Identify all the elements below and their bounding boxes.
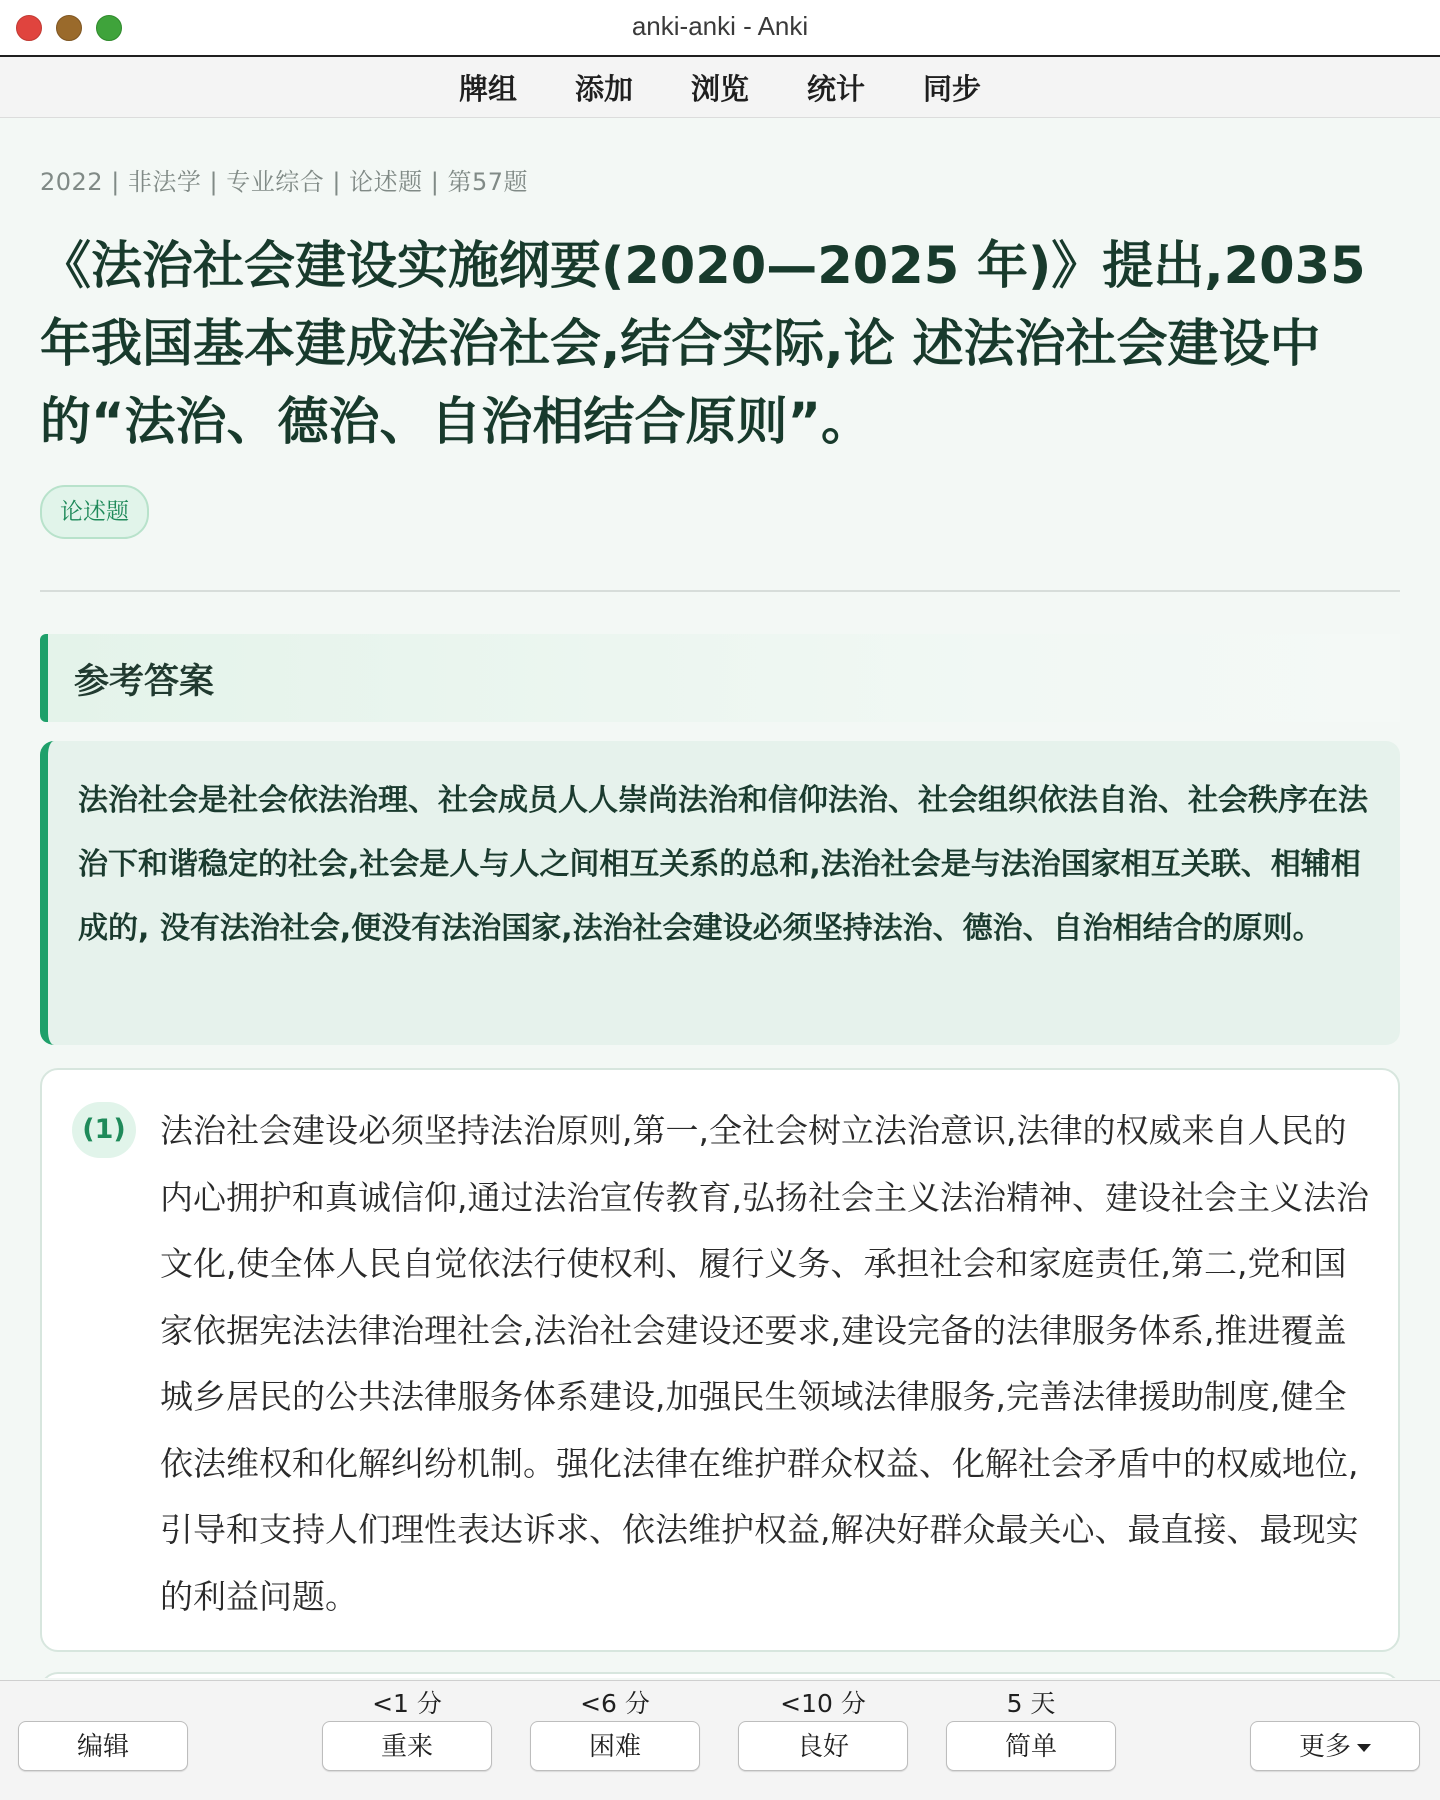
answer-summary-text: 法治社会是社会依法治理、社会成员人人崇尚法治和信仰法治、社会组织依法自治、社会秩序在法治下和谐稳定的社会,社会是人与人之间相互关系的总和,法治社会是与法治国家相互关联、相辅相成的, 没有法治社会,便没有法治国家,法治社会建设必须坚持法治、德治、自治相结合的原则。	[78, 783, 1368, 946]
hard-interval: <6 分	[580, 1689, 650, 1718]
title-bar	[0, 0, 1440, 57]
more-button-label: 更多	[1298, 1732, 1351, 1762]
menu-decks[interactable]: 牌组	[458, 71, 517, 106]
top-menu	[0, 57, 1440, 118]
breadcrumb: 2022 | 非法学 | 专业综合 | 论述题 | 第57题	[40, 168, 528, 196]
answer-header-label: 参考答案	[74, 662, 215, 702]
answer-header	[40, 634, 1400, 722]
answer-summary	[40, 741, 1400, 1045]
easy-interval: 5 天	[1006, 1689, 1056, 1718]
point-number-badge: (1)	[72, 1102, 136, 1158]
hard-button[interactable]: 困难	[530, 1721, 700, 1771]
menu-sync[interactable]: 同步	[923, 71, 982, 106]
good-button[interactable]: 良好	[738, 1721, 908, 1771]
card-content[interactable]	[40, 118, 1400, 1678]
review-bottom-bar	[0, 1680, 1440, 1800]
menu-add[interactable]: 添加	[574, 71, 633, 106]
divider	[40, 590, 1400, 592]
chevron-down-icon	[1357, 1744, 1371, 1752]
next-point-card	[40, 1672, 1400, 1678]
edit-button[interactable]: 编辑	[18, 1721, 188, 1771]
menu-browse[interactable]: 浏览	[690, 71, 749, 106]
easy-button[interactable]: 简单	[946, 1721, 1116, 1771]
again-button[interactable]: 重来	[322, 1721, 492, 1771]
more-button[interactable]	[1250, 1721, 1420, 1771]
menu-stats[interactable]: 统计	[807, 71, 866, 106]
point-text: 法治社会建设必须坚持法治原则,第一,全社会树立法治意识,法律的权威来自人民的内心拥护和真诚信仰,通过法治宣传教育,弘扬社会主义法治精神、建设社会主义法治文化,使全体人民自觉依法行使权利、履行义务、承担社会和家庭责任,第二,党和国家依据宪法法律治理社会,法治社会建设还要求,建设完备的法律服务体系,推进覆盖城乡居民的公共法律服务体系建设,加强民生领域法律服务,完善法律援助制度,健全依法维权和化解纠纷机制。强化法律在维护群众权益、化解社会矛盾中的权威地位,引导和支持人们理性表达诉求、依法维护权益,解决好群众最关心、最直接、最现实的利益问题。	[160, 1111, 1369, 1616]
again-interval: <1 分	[372, 1689, 442, 1718]
good-interval: <10 分	[780, 1689, 866, 1718]
question-type-tag: 论述题	[40, 485, 149, 539]
question-text: 《法治社会建设实施纲要(2020—2025 年)》提出,2035 年我国基本建成法治社会,结合实际,论 述法治社会建设中的“法治、德治、自治相结合原则”。	[40, 237, 1366, 452]
answer-point-card	[40, 1068, 1400, 1652]
window-title: anki-anki - Anki	[631, 11, 809, 41]
